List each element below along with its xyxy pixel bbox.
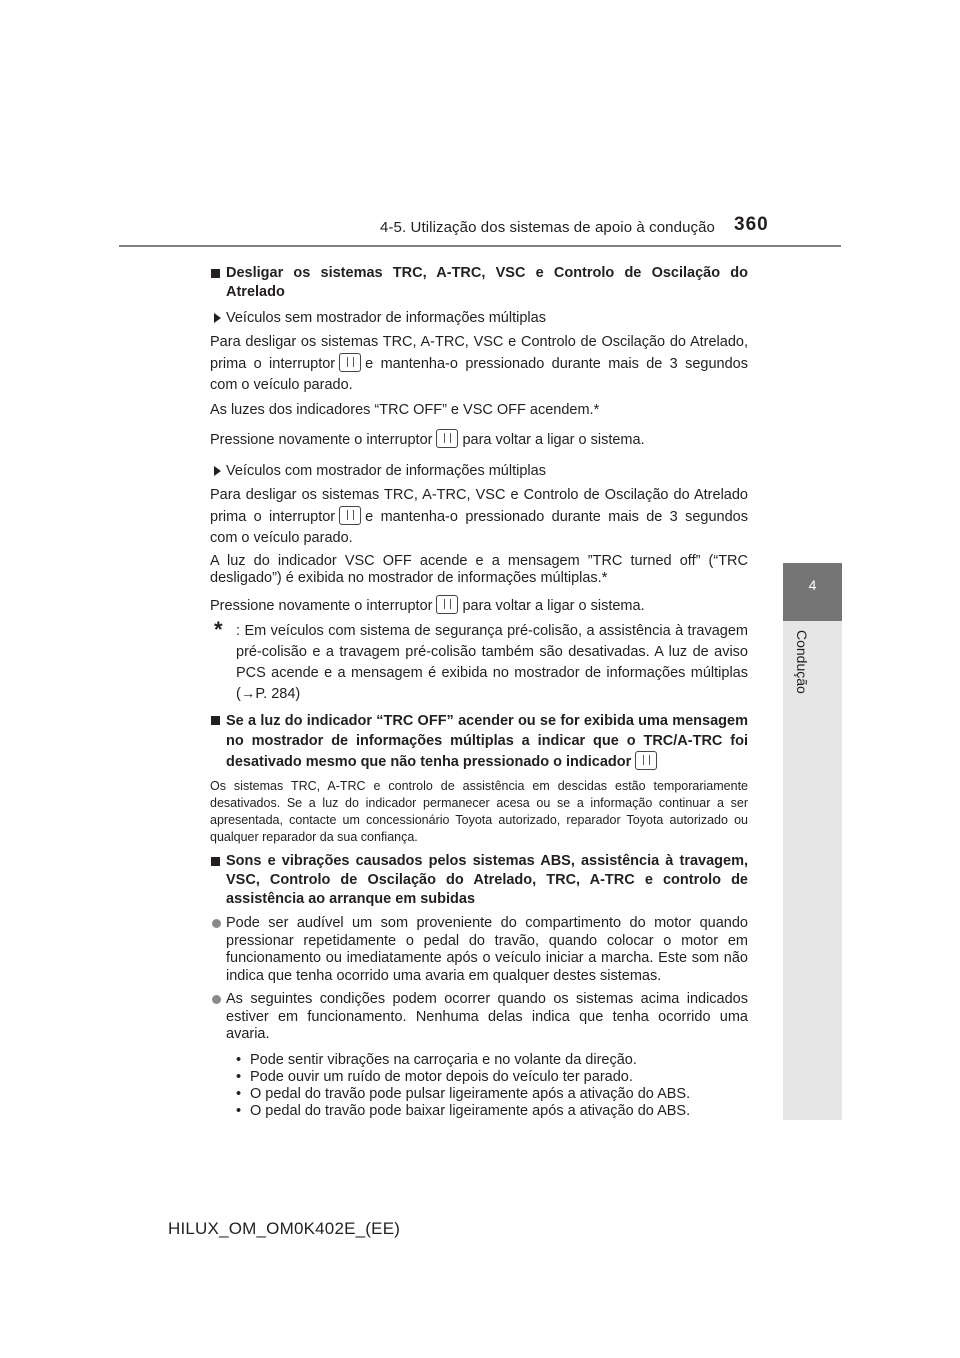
paragraph xyxy=(210,332,748,396)
vsc-off-switch-icon xyxy=(339,353,361,372)
chapter-number: 4 xyxy=(808,577,817,593)
bullet-item: • O pedal do travão pode baixar ligeiramente após a ativação do ABS. xyxy=(236,1103,748,1120)
vsc-off-switch-icon xyxy=(635,751,657,770)
vsc-off-switch-icon xyxy=(436,595,458,614)
page-content xyxy=(210,264,748,1120)
page-number: 360 xyxy=(734,214,769,235)
section-heading-trc-indicator xyxy=(210,711,748,772)
subheading-label: Veículos com mostrador de informações múltiplas xyxy=(226,463,546,479)
paragraph-text: Pressione novamente o interruptor xyxy=(210,432,433,448)
paragraph-text: e mantenha-o pressionado durante mais de 3 segundos com o veículo parado. xyxy=(210,356,748,393)
list-item: Pode ser audível um som proveniente do compartimento do motor quando pressionar repetidamente o pedal do travão, quando colocar o motor em funcionamento ou imediatamente após o veículo iniciar a marcha. Este som não indica que tenha ocorrido uma avaria em qualquer destes sistemas. xyxy=(210,915,748,985)
subheading-label: Veículos sem mostrador de informações múltiplas xyxy=(226,310,546,326)
paragraph: As luzes dos indicadores “TRC OFF” e VSC OFF acendem.* xyxy=(210,402,600,418)
arrow-right-icon xyxy=(214,313,221,323)
list-item: As seguintes condições podem ocorrer quando os sistemas acima indicados estiver em funcionamento. Nenhuma delas indica que tenha ocorrido uma avaria. xyxy=(210,991,748,1044)
paragraph xyxy=(210,429,748,451)
document-code: HILUX_OM_OM0K402E_(EE) xyxy=(168,1219,401,1238)
bullet-item: • Pode sentir vibrações na carroçaria e no volante da direção. xyxy=(236,1052,748,1069)
vsc-off-switch-icon xyxy=(339,506,361,525)
header-section-title: 4-5. Utilização dos sistemas de apoio à condução xyxy=(380,219,715,236)
vsc-off-switch-icon xyxy=(436,429,458,448)
footnote-text: : Em veículos com sistema de segurança pré-colisão, a assistência à travagem pré-colisão e a travagem pré-colisão também são desativadas. A luz de aviso PCS acende e a mensagem é exibida no mostrador de informações múltiplas (→P. 284) xyxy=(236,623,748,702)
chapter-tab xyxy=(783,563,842,621)
paragraph-text: Para desligar os sistemas TRC, A-TRC, VSC e Controlo de Oscilação do Atrelado prima o interruptor xyxy=(210,487,748,525)
footnote xyxy=(210,617,748,705)
section-heading-sounds-vibrations: Sons e vibrações causados pelos sistemas ABS, assistência à travagem, VSC, Controlo de Oscilação do Atrelado, TRC, A-TRC e controlo de assistência ao arranque em subidas xyxy=(210,852,748,909)
subheading-with-display xyxy=(210,461,748,481)
bullet-item: • Pode ouvir um ruído de motor depois do veículo ter parado. xyxy=(236,1069,748,1086)
chapter-label: Condução xyxy=(794,630,810,694)
paragraph-text: e mantenha-o pressionado durante mais de 3 segundos com o veículo parado. xyxy=(210,509,748,546)
paragraph-text: Pressione novamente o interruptor xyxy=(210,598,433,614)
paragraph-text: para voltar a ligar o sistema. xyxy=(462,432,645,448)
bullet-item: • O pedal do travão pode pulsar ligeiramente após a ativação do ABS. xyxy=(236,1086,748,1103)
arrow-right-icon xyxy=(214,466,221,476)
paragraph-text: Para desligar os sistemas TRC, A-TRC, VSC e Controlo de Oscilação do Atrelado, prima o interruptor xyxy=(210,334,748,372)
header-divider xyxy=(119,245,841,247)
heading-text: Se a luz do indicador “TRC OFF” acender ou se for exibida uma mensagem no mostrador de informações múltiplas a indicar que o TRC/A-TRC foi desativado mesmo que não tenha pressionado o indicador xyxy=(226,713,748,770)
subheading-no-display xyxy=(210,308,748,328)
footnote-mark: * xyxy=(214,617,223,642)
section-note: Os sistemas TRC, A-TRC e controlo de assistência em descidas estão temporariamente desativados. Se a luz do indicador permanecer acesa ou se a informação continuar a ser apresentada, contacte um concessionário Toyota autorizado, reparador Toyota autorizado ou qualquer reparador da sua confiança. xyxy=(210,779,748,844)
paragraph: A luz do indicador VSC OFF acende e a mensagem ”TRC turned off” (“TRC desligado”) é exibida no mostrador de informações múltiplas.* xyxy=(210,553,748,586)
paragraph xyxy=(210,595,748,617)
bullet-list xyxy=(210,1052,748,1120)
section-heading-trc-off: Desligar os sistemas TRC, A-TRC, VSC e Controlo de Oscilação do Atrelado xyxy=(210,264,748,302)
paragraph-text: para voltar a ligar o sistema. xyxy=(462,598,645,614)
paragraph xyxy=(210,485,748,549)
